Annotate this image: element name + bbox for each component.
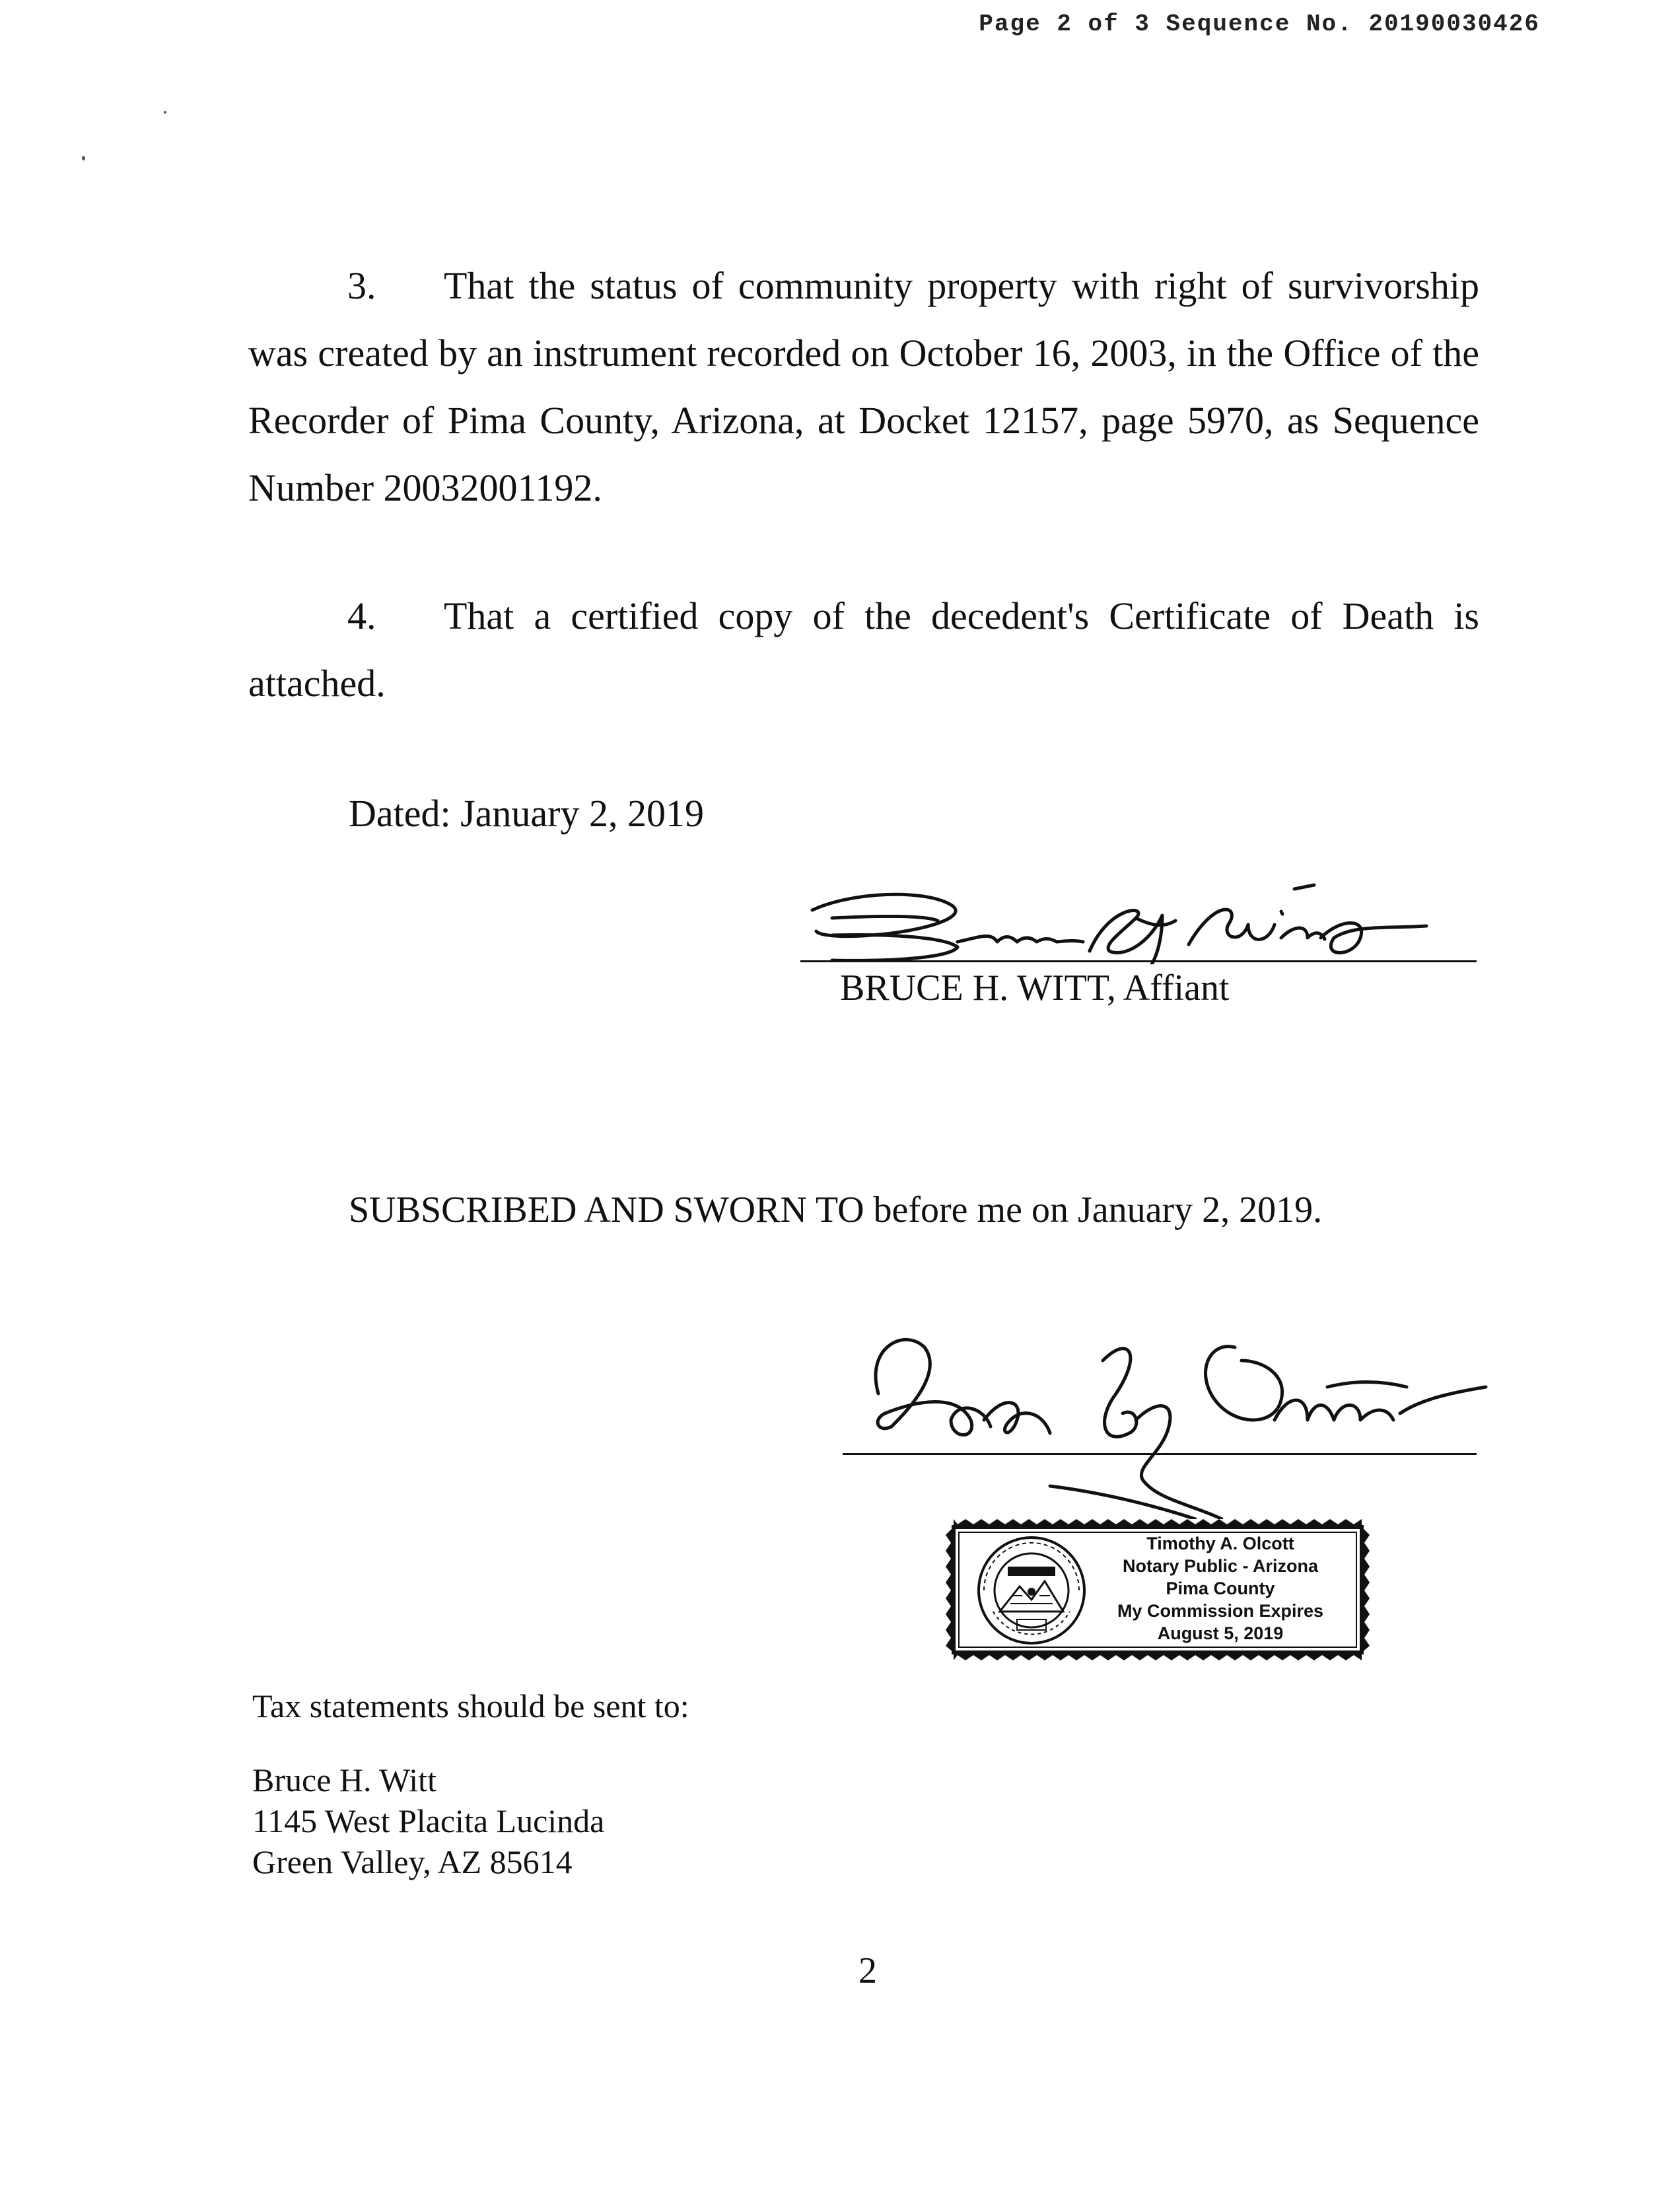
paragraph-4-text: That a certified copy of the decedent's Certificate of Death is attached. [248, 594, 1479, 705]
paragraph-3-text: That the status of community property with right of survivorship was created by an instrument recorded on October 16, 2003, in the Office of the Recorder of Pima County, Arizona, at Docket 12157, page 5970, as Sequence Number 20032001192. [248, 264, 1479, 509]
stamp-line: My Commission Expires [1117, 1601, 1324, 1621]
address-line: Green Valley, AZ 85614 [252, 1843, 573, 1880]
notary-signature-line [843, 1453, 1477, 1455]
paragraph-4-number: 4. [347, 594, 376, 637]
tax-address [252, 1759, 604, 1882]
stamp-line: August 5, 2019 [1157, 1623, 1284, 1643]
stamp-line: Timothy A. Olcott [1146, 1534, 1294, 1553]
stamp-line: Pima County [1166, 1578, 1275, 1598]
address-line: Bruce H. Witt [252, 1761, 437, 1798]
paragraph-3-number: 3. [347, 264, 376, 307]
arizona-state-seal [973, 1532, 1090, 1648]
page-number: 2 [858, 1950, 877, 1991]
sworn-statement: SUBSCRIBED AND SWORN TO before me on January 2, 2019. [349, 1189, 1323, 1230]
scan-speck [82, 156, 85, 160]
affiant-signature-line [800, 960, 1477, 962]
tax-statement-label: Tax statements should be sent to: [252, 1687, 689, 1724]
dated-line: Dated: January 2, 2019 [349, 792, 704, 835]
affiant-signature [792, 878, 1479, 964]
scan-speck [164, 111, 166, 114]
page-header: Page 2 of 3 Sequence No. 20190030426 [979, 11, 1540, 38]
notary-signature [852, 1321, 1499, 1519]
stamp-line: Notary Public - Arizona [1122, 1556, 1319, 1576]
notary-stamp [943, 1516, 1372, 1663]
paragraph-3 [248, 252, 1479, 522]
paragraph-4 [248, 583, 1479, 717]
affiant-name: BRUCE H. WITT, Affiant [840, 968, 1230, 1009]
address-line: 1145 West Placita Lucinda [252, 1802, 605, 1839]
stamp-text [1082, 1532, 1359, 1645]
